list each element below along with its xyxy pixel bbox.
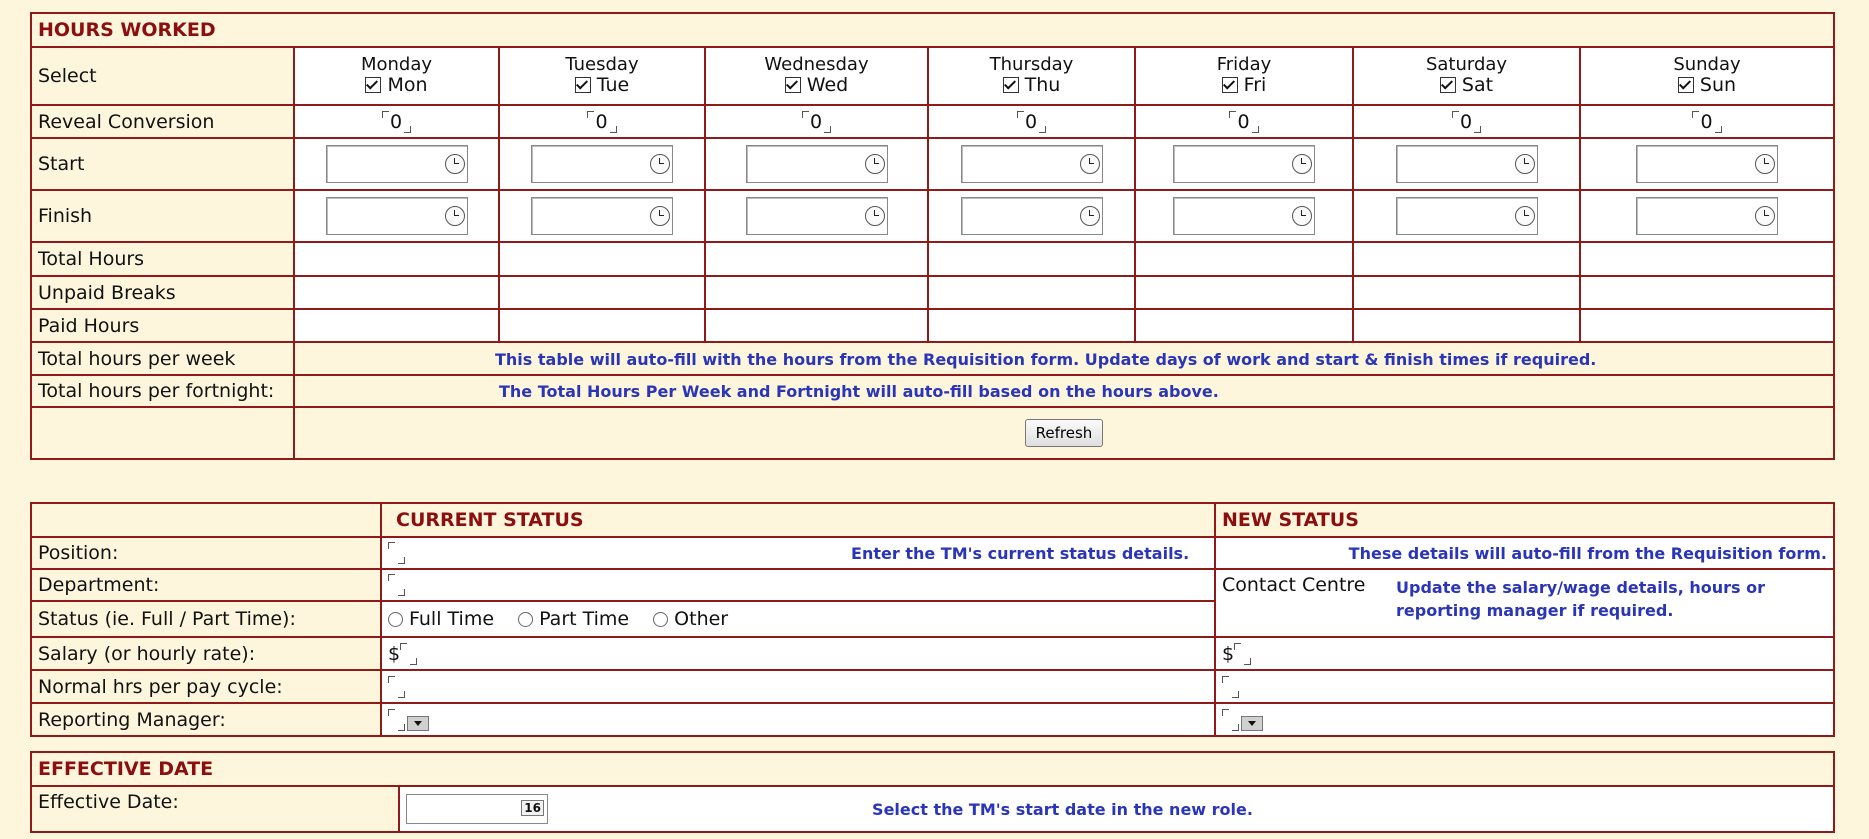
- week-note-cell: [294, 342, 1834, 375]
- checkbox-checked-icon[interactable]: [365, 77, 381, 93]
- start-cell-sun: [1580, 138, 1834, 190]
- total-hours-label: Total Hours: [31, 242, 294, 276]
- current-normal-hrs-cell[interactable]: [381, 670, 1215, 703]
- start-time-input-sat[interactable]: [1396, 145, 1538, 183]
- paid-hours-cell-sat: [1353, 309, 1580, 342]
- checkbox-checked-icon[interactable]: [1440, 77, 1456, 93]
- refresh-label-cell: [31, 407, 294, 459]
- day-checkbox-sun[interactable]: Sun: [1678, 75, 1736, 95]
- effective-date-input[interactable]: [406, 794, 548, 824]
- reveal-conversion-label: Reveal Conversion: [31, 105, 294, 138]
- reveal-conversion-tue[interactable]: 0: [499, 105, 705, 138]
- finish-time-input-wed[interactable]: [746, 197, 888, 235]
- day-select-sat: [1353, 47, 1580, 105]
- reveal-conversion-mon[interactable]: 0: [294, 105, 499, 138]
- total-hours-cell-wed: [705, 242, 928, 276]
- total-hours-cell-sat: [1353, 242, 1580, 276]
- day-select-tue: [499, 47, 705, 105]
- new-status-title: NEW STATUS: [1215, 503, 1834, 537]
- day-name: Thursday: [989, 53, 1074, 75]
- unpaid-breaks-cell-sun: [1580, 276, 1834, 309]
- day-checkbox-fri[interactable]: Fri: [1222, 75, 1267, 95]
- day-select-mon: [294, 47, 499, 105]
- finish-time-input-thu[interactable]: [961, 197, 1103, 235]
- radio-part-time[interactable]: Part Time: [518, 608, 629, 630]
- day-name: Saturday: [1425, 53, 1508, 75]
- clock-icon[interactable]: [650, 154, 670, 174]
- day-select-thu: [928, 47, 1135, 105]
- effective-date-title: EFFECTIVE DATE: [31, 752, 1834, 786]
- day-name: Monday: [360, 53, 433, 75]
- effective-date-label: Effective Date:: [31, 786, 399, 832]
- status-table: [30, 502, 1835, 737]
- unpaid-breaks-cell-tue: [499, 276, 705, 309]
- total-hours-cell-sun: [1580, 242, 1834, 276]
- finish-cell-sat: [1353, 190, 1580, 242]
- hours-worked-title: HOURS WORKED: [31, 13, 1834, 47]
- paid-hours-cell-thu: [928, 309, 1135, 342]
- reporting-manager-label: Reporting Manager:: [31, 703, 381, 736]
- fortnight-note: The Total Hours Per Week and Fortnight will auto-fill based on the hours above.: [499, 382, 1219, 401]
- day-checkbox-mon[interactable]: Mon: [365, 75, 427, 95]
- finish-cell-tue: [499, 190, 705, 242]
- total-hours-cell-fri: [1135, 242, 1353, 276]
- new-department-cell[interactable]: [1215, 569, 1834, 637]
- day-checkbox-tue[interactable]: Tue: [575, 75, 629, 95]
- finish-cell-thu: [928, 190, 1135, 242]
- reveal-conversion-thu[interactable]: 0: [928, 105, 1135, 138]
- unpaid-breaks-cell-fri: [1135, 276, 1353, 309]
- finish-cell-sun: [1580, 190, 1834, 242]
- finish-cell-wed: [705, 190, 928, 242]
- finish-label: Finish: [31, 190, 294, 242]
- effective-date-cell: [399, 786, 1834, 832]
- salary-label: Salary (or hourly rate):: [31, 637, 381, 670]
- status-header-blank: [31, 503, 381, 537]
- normal-hrs-label: Normal hrs per pay cycle:: [31, 670, 381, 703]
- day-checkbox-thu[interactable]: Thu: [1003, 75, 1061, 95]
- new-normal-hrs-cell[interactable]: [1215, 670, 1834, 703]
- finish-time-input-mon[interactable]: [326, 197, 468, 235]
- total-hours-cell-tue: [499, 242, 705, 276]
- start-time-input-fri[interactable]: [1173, 145, 1315, 183]
- unpaid-breaks-cell-thu: [928, 276, 1135, 309]
- effective-date-table: [30, 751, 1835, 833]
- new-status-note: These details will auto-fill from the Requisition form.: [1348, 544, 1827, 563]
- reveal-conversion-sun[interactable]: 0: [1580, 105, 1834, 138]
- reveal-conversion-sat[interactable]: 0: [1353, 105, 1580, 138]
- start-time-input-thu[interactable]: [961, 145, 1103, 183]
- current-manager-cell[interactable]: [381, 703, 1215, 736]
- current-salary-cell[interactable]: $: [381, 637, 1215, 670]
- unpaid-breaks-cell-wed: [705, 276, 928, 309]
- checkbox-checked-icon[interactable]: [1003, 77, 1019, 93]
- clock-icon[interactable]: [650, 206, 670, 226]
- radio-icon: [388, 612, 403, 627]
- start-cell-thu: [928, 138, 1135, 190]
- start-cell-sat: [1353, 138, 1580, 190]
- employment-status-label: Status (ie. Full / Part Time):: [31, 601, 381, 637]
- reveal-conversion-wed[interactable]: 0: [705, 105, 928, 138]
- day-select-fri: [1135, 47, 1353, 105]
- new-manager-cell[interactable]: [1215, 703, 1834, 736]
- day-checkbox-wed[interactable]: Wed: [785, 75, 848, 95]
- paid-hours-cell-mon: [294, 309, 499, 342]
- current-department-cell[interactable]: [381, 569, 1215, 601]
- calendar-icon[interactable]: 16: [521, 800, 544, 816]
- unpaid-breaks-cell-sat: [1353, 276, 1580, 309]
- chevron-down-icon[interactable]: [1241, 716, 1263, 731]
- day-name: Wednesday: [764, 53, 869, 75]
- paid-hours-cell-wed: [705, 309, 928, 342]
- paid-hours-cell-tue: [499, 309, 705, 342]
- paid-hours-label: Paid Hours: [31, 309, 294, 342]
- current-position-cell[interactable]: [381, 537, 1215, 569]
- finish-time-input-sun[interactable]: [1636, 197, 1778, 235]
- reveal-conversion-fri[interactable]: 0: [1135, 105, 1353, 138]
- day-name: Sunday: [1673, 53, 1741, 75]
- day-select-sun: [1580, 47, 1834, 105]
- new-department-value: Contact Centre: [1222, 574, 1366, 596]
- day-select-wed: [705, 47, 928, 105]
- radio-other[interactable]: Other: [653, 608, 728, 630]
- refresh-button[interactable]: Refresh: [1025, 419, 1104, 447]
- current-status-note: Enter the TM's current status details.: [851, 544, 1190, 563]
- day-name: Tuesday: [565, 53, 639, 75]
- start-time-input-mon[interactable]: [326, 145, 468, 183]
- checkbox-checked-icon[interactable]: [575, 77, 591, 93]
- checkbox-checked-icon[interactable]: [1222, 77, 1238, 93]
- unpaid-breaks-cell-mon: [294, 276, 499, 309]
- start-cell-tue: [499, 138, 705, 190]
- department-label: Department:: [31, 569, 381, 601]
- current-status-title: CURRENT STATUS: [381, 503, 1215, 537]
- start-cell-wed: [705, 138, 928, 190]
- clock-icon[interactable]: [1292, 154, 1312, 174]
- start-time-input-sun[interactable]: [1636, 145, 1778, 183]
- clock-icon[interactable]: [1080, 206, 1100, 226]
- refresh-cell: [294, 407, 1834, 459]
- position-label: Position:: [31, 537, 381, 569]
- paid-hours-cell-sun: [1580, 309, 1834, 342]
- radio-icon: [653, 612, 668, 627]
- start-label: Start: [31, 138, 294, 190]
- clock-icon[interactable]: [865, 154, 885, 174]
- paid-hours-cell-fri: [1135, 309, 1353, 342]
- per-fortnight-label: Total hours per fortnight:: [31, 375, 294, 407]
- start-time-input-tue[interactable]: [531, 145, 673, 183]
- clock-icon[interactable]: [445, 154, 465, 174]
- finish-time-input-sat[interactable]: [1396, 197, 1538, 235]
- select-label: Select: [31, 47, 294, 105]
- total-hours-cell-thu: [928, 242, 1135, 276]
- clock-icon[interactable]: [1755, 206, 1775, 226]
- update-details-note: Update the salary/wage details, hours or reporting manager if required.: [1396, 578, 1765, 620]
- checkbox-checked-icon[interactable]: [1678, 77, 1694, 93]
- finish-time-input-fri[interactable]: [1173, 197, 1315, 235]
- total-hours-cell-mon: [294, 242, 499, 276]
- effective-date-note: Select the TM's start date in the new role.: [872, 799, 1253, 819]
- start-time-input-wed[interactable]: [746, 145, 888, 183]
- employment-status-radios: [381, 601, 1215, 637]
- unpaid-breaks-label: Unpaid Breaks: [31, 276, 294, 309]
- start-cell-fri: [1135, 138, 1353, 190]
- hours-worked-table: [30, 12, 1835, 460]
- day-name: Friday: [1216, 53, 1272, 75]
- clock-icon[interactable]: [1080, 154, 1100, 174]
- chevron-down-icon[interactable]: [407, 716, 429, 731]
- clock-icon[interactable]: [1755, 154, 1775, 174]
- fortnight-note-cell: [294, 375, 1834, 407]
- clock-icon[interactable]: [445, 206, 465, 226]
- radio-icon: [518, 612, 533, 627]
- finish-cell-mon: [294, 190, 499, 242]
- checkbox-checked-icon[interactable]: [785, 77, 801, 93]
- clock-icon[interactable]: [865, 206, 885, 226]
- start-cell-mon: [294, 138, 499, 190]
- per-week-label: Total hours per week: [31, 342, 294, 375]
- new-position-cell[interactable]: [1215, 537, 1834, 569]
- clock-icon[interactable]: [1515, 154, 1535, 174]
- day-checkbox-sat[interactable]: Sat: [1440, 75, 1493, 95]
- week-note: This table will auto-fill with the hours from the Requisition form. Update days of work and start & finish times if required.: [495, 349, 1597, 369]
- finish-time-input-tue[interactable]: [531, 197, 673, 235]
- clock-icon[interactable]: [1515, 206, 1535, 226]
- clock-icon[interactable]: [1292, 206, 1312, 226]
- finish-cell-fri: [1135, 190, 1353, 242]
- new-salary-cell[interactable]: $: [1215, 637, 1834, 670]
- radio-full-time[interactable]: Full Time: [388, 608, 494, 630]
